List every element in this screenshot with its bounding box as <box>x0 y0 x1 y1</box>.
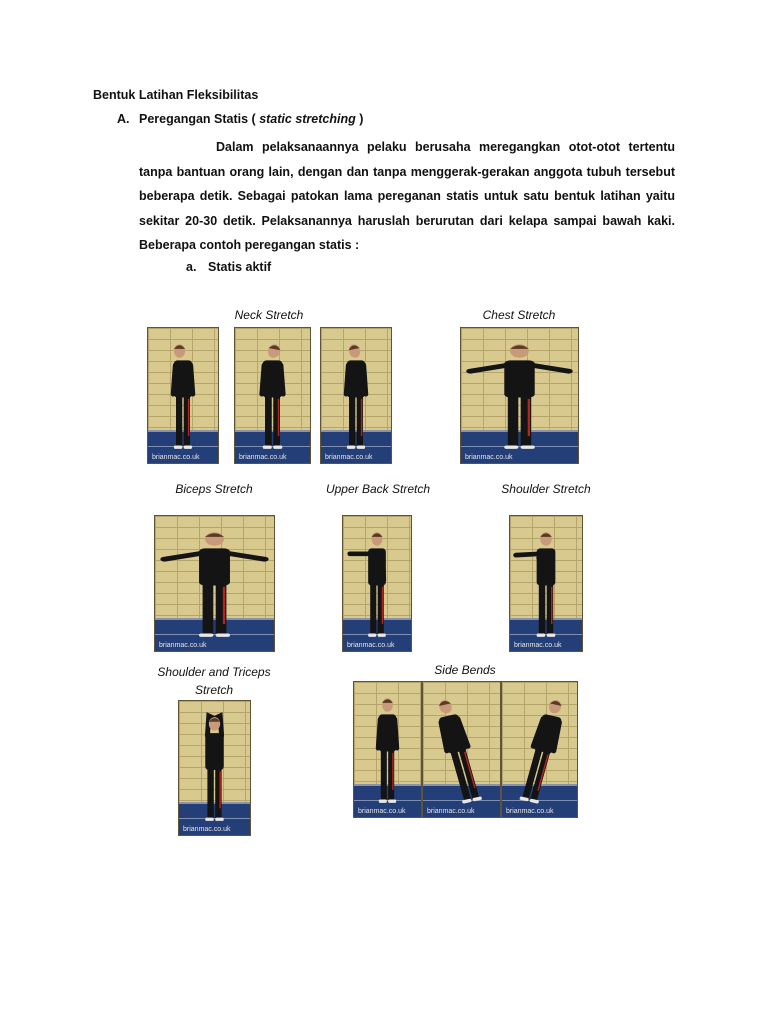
figure-illustration <box>354 682 421 817</box>
caption-shoulder-triceps-stretch: Shoulder and Triceps Stretch <box>157 665 271 697</box>
section-title-italic: static stretching <box>259 112 356 126</box>
watermark: brianmac.co.uk <box>152 454 200 461</box>
side-bends-photo-1 <box>353 681 422 818</box>
watermark: brianmac.co.uk <box>183 826 231 833</box>
shoulder-stretch-photo <box>509 515 583 652</box>
paragraph-text: Dalam pelaksanaannya pelaku berusaha meregangkan otot-otot tertentu tanpa bantuan orang lain, dengan dan tanpa menggerak-gerakan anggota tubuh tersebut beberapa detik. Sebagai patokan lama pereganan statis untuk satu bentuk latihan yaitu sekitar 20-30 detik. Pelaksanannya haruslah berurutan dari kelapa sampai bawah kaki. Beberapa contoh peregangan statis : <box>139 140 675 253</box>
caption-side-bends: Side Bends <box>434 663 496 677</box>
figure-illustration <box>321 328 391 463</box>
document-heading: Bentuk Latihan Fleksibilitas <box>93 88 259 102</box>
watermark: brianmac.co.uk <box>239 454 287 461</box>
figure-illustration <box>423 682 500 817</box>
watermark: brianmac.co.uk <box>514 642 562 649</box>
subsection-title: Statis aktif <box>208 260 272 274</box>
subsection-heading <box>186 260 271 274</box>
caption-biceps-stretch: Biceps Stretch <box>175 482 253 496</box>
subsection-number: a. <box>186 260 197 274</box>
neck-stretch-photo-3 <box>320 327 392 464</box>
watermark: brianmac.co.uk <box>506 808 554 815</box>
figure-illustration <box>155 516 274 651</box>
neck-stretch-photo-1 <box>147 327 219 464</box>
watermark: brianmac.co.uk <box>159 642 207 649</box>
section-heading <box>117 112 363 126</box>
biceps-stretch-photo <box>154 515 275 652</box>
section-number: A. <box>117 112 130 126</box>
figure-illustration <box>148 328 218 463</box>
watermark: brianmac.co.uk <box>427 808 475 815</box>
chest-stretch-photo <box>460 327 579 464</box>
side-bends-photo-3 <box>501 681 578 818</box>
watermark: brianmac.co.uk <box>465 454 513 461</box>
figure-illustration <box>179 701 250 835</box>
side-bends-photo-2 <box>422 681 501 818</box>
caption-neck-stretch: Neck Stretch <box>234 308 304 322</box>
neck-stretch-photo-2 <box>234 327 311 464</box>
section-title-prefix: Peregangan Statis ( <box>139 112 260 126</box>
figure-illustration <box>235 328 310 463</box>
section-title-suffix: ) <box>355 112 364 126</box>
figure-illustration <box>461 328 578 463</box>
watermark: brianmac.co.uk <box>325 454 373 461</box>
figure-illustration <box>510 516 582 651</box>
watermark: brianmac.co.uk <box>347 642 395 649</box>
watermark: brianmac.co.uk <box>358 808 406 815</box>
body-paragraph <box>139 135 675 258</box>
upper-back-stretch-photo <box>342 515 412 652</box>
figure-illustration <box>343 516 411 651</box>
caption-shoulder-stretch: Shoulder Stretch <box>501 482 591 496</box>
caption-upper-back-stretch: Upper Back Stretch <box>325 482 431 496</box>
caption-chest-stretch: Chest Stretch <box>482 308 556 322</box>
figure-illustration <box>502 682 577 817</box>
shoulder-triceps-stretch-photo <box>178 700 251 836</box>
